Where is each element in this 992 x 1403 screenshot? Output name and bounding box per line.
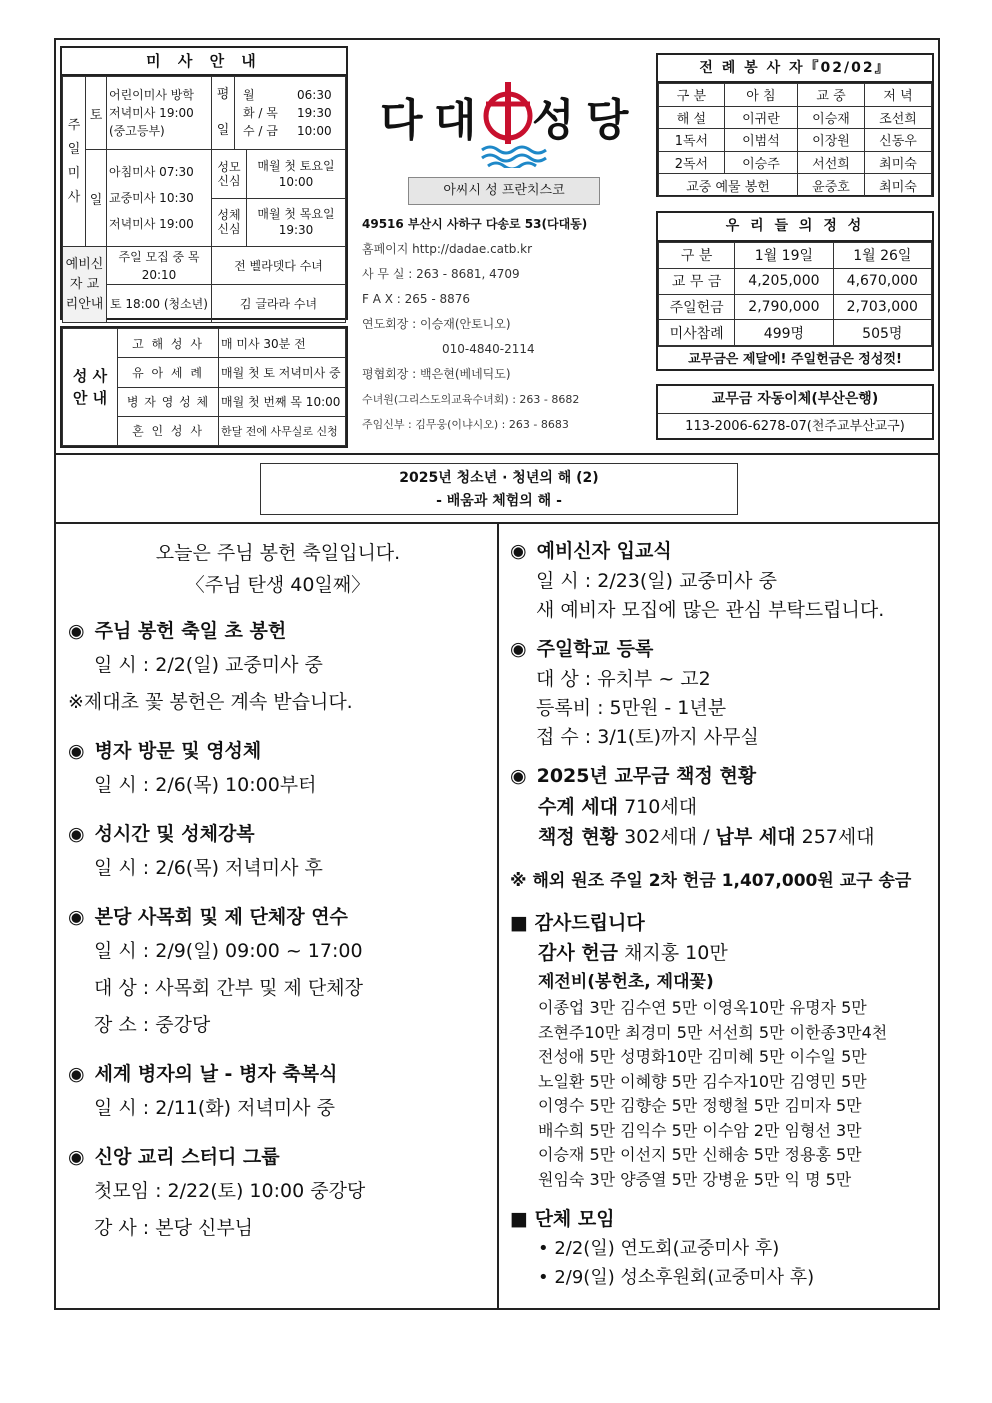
offerings-value: 4,205,000 — [735, 268, 833, 294]
devotions — [212, 150, 346, 247]
auto-transfer-box — [656, 384, 934, 440]
catechumen-time-2: 토 18:00 (청소년) — [107, 285, 212, 323]
announcement-line: 대 상 : 유치부 ~ 고2 — [536, 668, 711, 690]
homepage-link[interactable]: 홈페이지 http://dadae.catb.kr — [362, 242, 533, 256]
announcement-line: 접 수 : 3/1(토)까지 사무실 — [536, 726, 759, 748]
offerings-header-1: 구 분 — [659, 243, 735, 269]
announcement — [68, 1141, 488, 1247]
liturgy-cell: 최미숙 — [865, 151, 932, 174]
catechumen-label: 예비신자 교리안내 — [63, 247, 107, 323]
mass-info-title: 미 사 안 내 — [62, 48, 346, 76]
announcement-line: 일 시 : 2/9(일) 09:00 ~ 17:00 — [94, 940, 363, 962]
target-bullet-icon: ◉ — [68, 823, 85, 845]
announcement-title: ◉ 신앙 교리 스터디 그룹 — [68, 1146, 280, 1168]
intro-line2: 〈주님 탄생 40일째〉 — [185, 574, 371, 596]
groups-title: ■ 단체 모임 — [510, 1208, 615, 1230]
theme-box — [260, 463, 738, 515]
kyomu-line1: 수계 세대 710세대 — [538, 796, 698, 818]
target-bullet-icon: ◉ — [68, 906, 85, 928]
sacrament-time-4: 한달 전에 사무실로 신청 — [219, 416, 346, 445]
liturgy-row-label: 2독서 — [659, 151, 725, 174]
yeondo-phone: 010-4840-2114 — [442, 342, 535, 356]
intro-line1: 오늘은 주님 봉헌 축일입니다. — [155, 542, 401, 564]
announcement-line: 첫모임 : 2/22(토) 10:00 중강당 — [94, 1180, 366, 1202]
liturgy-row-label: 해 설 — [659, 106, 725, 129]
announcement — [68, 1058, 488, 1127]
announcement — [510, 760, 935, 792]
donor-list — [510, 996, 935, 1192]
weekday-masses: 월 06:30 화 / 목 19:30 수 / 금 10:00 — [235, 77, 346, 150]
left-column — [68, 537, 488, 1247]
announcement-title: ◉ 성시간 및 성체강복 — [68, 823, 255, 845]
offerings-title: 우 리 들 의 정 성 — [658, 213, 932, 242]
seongche-label: 성체 신심 — [212, 198, 247, 246]
mass-info-box — [60, 46, 348, 320]
transfer-title: 교무금 자동이체(부산은행) — [658, 386, 932, 414]
sacrament-name-4: 혼 인 성 사 — [118, 416, 219, 445]
liturgy-cell: 이승재 — [798, 106, 865, 129]
sacraments-label: 성 사 안 내 — [63, 329, 118, 446]
liturgy-servers-box — [656, 53, 934, 197]
announcement-line: 일 시 : 2/23(일) 교중미사 중 — [536, 570, 777, 592]
church-name-part2: 성 당 — [532, 95, 627, 146]
announcement-title: ◉ 세계 병자의 날 - 병자 축복식 — [68, 1063, 338, 1085]
office-phone: 사 무 실 : 263 - 8681, 4709 — [362, 267, 520, 281]
offerings-footer: 교무금은 제달에! 주일헌금은 정성껏! — [658, 346, 932, 372]
donor-row: 노일환 5만 이혜향 5만 김수자10만 김영민 5만 — [538, 1071, 867, 1091]
donor-row: 이승재 5만 이선지 5만 신해송 5만 정용홍 5만 — [538, 1145, 862, 1164]
announcement-title: ◉ 본당 사목회 및 제 단체장 연수 — [68, 906, 348, 928]
group-item: • 2/9(일) 성소후원회(교중미사 후) — [538, 1267, 815, 1288]
announcement-line: ※제대초 꽃 봉헌은 계속 받습니다. — [68, 691, 353, 713]
announcement-title: ◉ 주일학교 등록 — [510, 638, 654, 660]
offerings-header-3: 1월 26일 — [833, 243, 931, 269]
church-logo — [380, 78, 640, 168]
announcement — [510, 633, 935, 752]
sat-masses — [107, 77, 212, 150]
offerings-box — [656, 211, 934, 371]
kyomu-line2: 책정 현황 302세대 / 납부 세대 257세대 — [538, 826, 875, 848]
offerings-row-label: 교 무 금 — [659, 268, 735, 294]
liturgy-cell: 이승주 — [724, 151, 797, 174]
liturgy-header-3: 교 중 — [798, 84, 865, 107]
donor-row: 이종업 3만 김수연 5만 이영옥10만 유명자 5만 — [538, 998, 867, 1017]
sat-label: 토 — [86, 77, 107, 150]
thanks-offering: 감사 헌금 채지홍 10만 — [538, 942, 728, 964]
seongmo-value: 매월 첫 토요일 10:00 — [247, 150, 346, 198]
sacrament-time-2: 매월 첫 토 저녁미사 중 — [219, 358, 346, 387]
fax: F A X : 265 - 8876 — [362, 292, 471, 306]
pyeonghyeop-president: 평협회장 : 백은현(베네딕도) — [362, 367, 511, 381]
catechumen-teacher-1: 전 벨라뎃다 수녀 — [212, 247, 346, 285]
liturgy-header-1: 구 분 — [659, 84, 725, 107]
group-item: • 2/2(일) 연도회(교중미사 후) — [538, 1238, 780, 1259]
announcement-title: ◉ 주님 봉헌 축일 초 봉헌 — [68, 620, 287, 642]
convent-phone: 수녀원(그리스도의교육수녀회) : 263 - 8682 — [362, 393, 580, 406]
pastor-phone: 주임신부 : 김무웅(이냐시오) : 263 - 8683 — [362, 418, 569, 431]
announcement — [68, 615, 488, 721]
offerings-header-2: 1월 19일 — [735, 243, 833, 269]
mass-table — [62, 76, 346, 323]
announcement-line: 강 사 : 본당 신부님 — [94, 1217, 254, 1239]
offerings-value: 2,703,000 — [833, 294, 931, 320]
announcement-title: ◉ 예비신자 입교식 — [510, 540, 672, 562]
sacrament-name-2: 유 아 세 례 — [118, 358, 219, 387]
announcement-line: 일 시 : 2/6(목) 저녁미사 후 — [94, 857, 323, 879]
sacrament-time-1: 매 미사 30분 전 — [219, 329, 346, 358]
church-name-part1: 다 대 — [380, 95, 475, 146]
liturgy-title: 전 례 봉 사 자『02/02』 — [658, 55, 932, 83]
offerings-value: 499명 — [735, 320, 833, 346]
announcement-line: 대 상 : 사목회 간부 및 제 단체장 — [94, 977, 363, 999]
announcement — [510, 535, 935, 625]
address: 49516 부산시 사하구 다송로 53(다대동) — [362, 217, 588, 231]
announcement — [68, 818, 488, 887]
jejeon-title: 제전비(봉헌초, 제대꽃) — [538, 972, 714, 992]
column-divider — [497, 522, 499, 1310]
church-contacts — [362, 212, 652, 437]
announcement-line: 장 소 : 중강당 — [94, 1014, 211, 1036]
liturgy-cell: 조선희 — [865, 106, 932, 129]
right-announcements — [510, 535, 935, 792]
announcement — [68, 735, 488, 804]
sacrament-name-3: 병 자 영 성 체 — [118, 387, 219, 416]
liturgy-cell: 이장원 — [798, 129, 865, 152]
liturgy-cell: 서선희 — [798, 151, 865, 174]
target-bullet-icon: ◉ — [68, 620, 85, 642]
announcement-line: 일 시 : 2/6(목) 10:00부터 — [94, 774, 317, 796]
announcement-line: 등록비 : 5만원 - 1년분 — [536, 697, 727, 719]
liturgy-row-label: 1독서 — [659, 129, 725, 152]
target-bullet-icon: ◉ — [510, 540, 527, 562]
announcement-title: ◉ 병자 방문 및 영성체 — [68, 740, 262, 762]
sacrament-name-1: 고 해 성 사 — [118, 329, 219, 358]
announcement-line: 새 예비자 모집에 많은 관심 부탁드립니다. — [536, 599, 885, 621]
thanks-title: ■ 감사드립니다 — [510, 912, 645, 934]
sacrament-time-3: 매월 첫 번째 목 10:00 — [219, 387, 346, 416]
sun-masses: 아침미사 07:30 교중미사 10:30 저녁미사 19:00 — [107, 150, 212, 247]
theme-line1: 2025년 청소년 · 청년의 해 (2) — [399, 470, 599, 486]
liturgy-header-4: 저 녁 — [865, 84, 932, 107]
donor-row: 이영수 5만 김향순 5만 정행철 5만 김미자 5만 — [538, 1096, 862, 1115]
liturgy-row-label: 교중 예물 봉헌 — [659, 174, 798, 197]
announcement-line: 일 시 : 2/2(일) 교중미사 중 — [94, 654, 323, 676]
seongche-value: 매월 첫 목요일 19:30 — [247, 198, 346, 246]
right-column — [510, 535, 935, 1292]
offerings-row-label: 미사참례 — [659, 320, 735, 346]
announcement-title: ◉ 2025년 교무금 책정 현황 — [510, 765, 757, 787]
header-divider — [54, 453, 940, 455]
sunday-mass-label: 주 일 미 사 — [63, 77, 86, 247]
donor-row: 원임숙 3만 양증열 5만 강병윤 5만 익 명 5만 — [538, 1169, 852, 1189]
target-bullet-icon: ◉ — [68, 740, 85, 762]
target-bullet-icon: ◉ — [68, 1146, 85, 1168]
donor-row: 배수희 5만 김익수 5만 이수암 2만 임형선 3만 — [538, 1120, 862, 1140]
catechumen-time-1: 주일 모집 중 목 20:10 — [107, 247, 212, 285]
catechumen-teacher-2: 김 글라라 수녀 — [212, 285, 346, 323]
offerings-value: 4,670,000 — [833, 268, 931, 294]
overseas-notice: ※ 해외 원조 주일 2차 헌금 1,407,000원 교구 송금 — [510, 871, 912, 891]
liturgy-header-2: 아 침 — [724, 84, 797, 107]
theme-line2: - 배움과 체험의 해 - — [436, 493, 562, 509]
sat-mass-1: 어린이미사 방학 — [109, 88, 194, 102]
announcement-line: 일 시 : 2/11(화) 저녁미사 중 — [94, 1097, 335, 1119]
left-announcements — [68, 615, 488, 1247]
weekday-label: 평 일 — [212, 77, 235, 150]
liturgy-cell: 윤중호 — [798, 174, 865, 197]
sat-mass-3: (중고등부) — [109, 124, 165, 138]
target-bullet-icon: ◉ — [68, 1063, 85, 1085]
offerings-value: 2,790,000 — [735, 294, 833, 320]
liturgy-cell: 이범석 — [724, 129, 797, 152]
transfer-account: 113-2006-6278-07(천주교부산교구) — [685, 419, 905, 434]
target-bullet-icon: ◉ — [510, 765, 527, 787]
seongmo-label: 성모 신심 — [212, 150, 247, 198]
sat-mass-2: 저녁미사 19:00 — [109, 106, 194, 120]
patron-saint: 아씨시 성 프란치스코 — [408, 177, 600, 205]
donor-row: 전성애 5만 성명화10만 김미혜 5만 이수일 5만 — [538, 1047, 867, 1066]
offerings-value: 505명 — [833, 320, 931, 346]
sacraments-box — [60, 326, 348, 448]
liturgy-cell: 이귀란 — [724, 106, 797, 129]
target-bullet-icon: ◉ — [510, 638, 527, 660]
yeondo-president: 연도회장 : 이승재(안토니오) — [362, 317, 511, 331]
offerings-row-label: 주일헌금 — [659, 294, 735, 320]
sun-label: 일 — [86, 150, 107, 247]
liturgy-cell: 최미숙 — [865, 174, 932, 197]
liturgy-cell: 신동우 — [865, 129, 932, 152]
donor-row: 조현주10만 최경미 5만 서선희 5만 이한종3만4천 — [538, 1022, 888, 1042]
announcement — [68, 901, 488, 1044]
